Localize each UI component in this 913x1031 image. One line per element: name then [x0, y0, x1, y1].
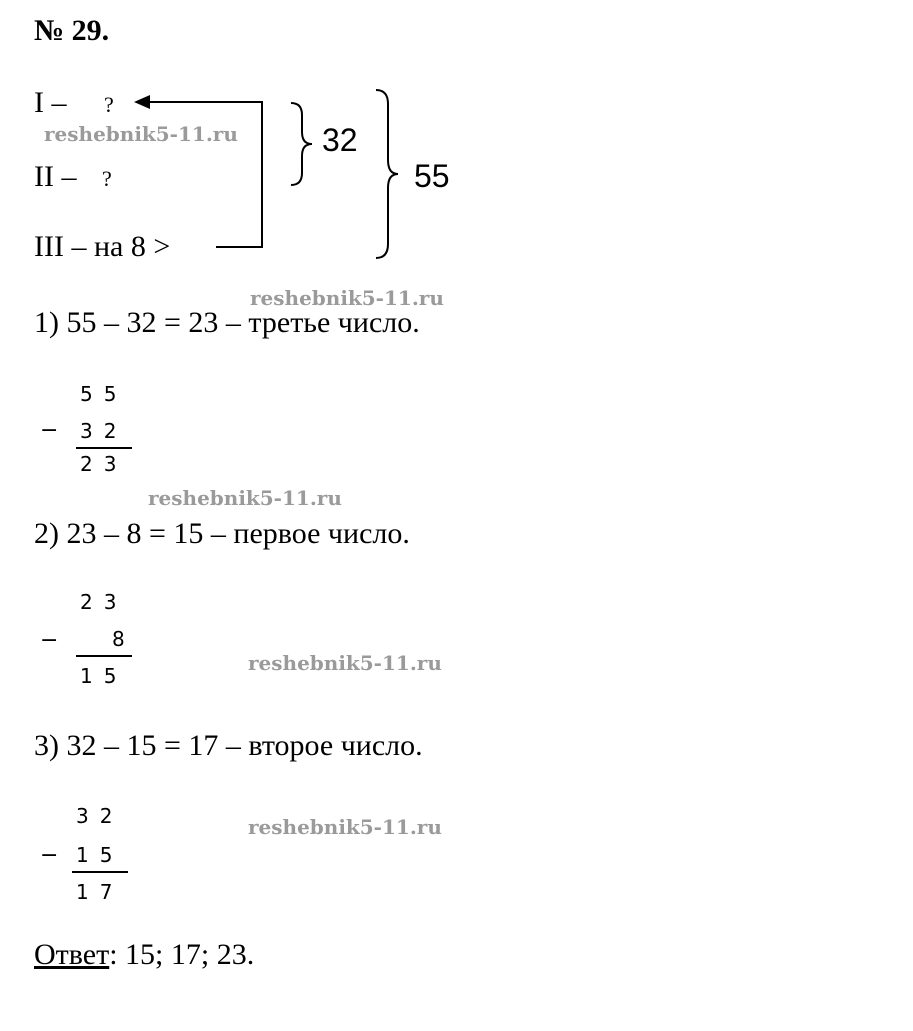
column-3-minus: −	[40, 843, 59, 868]
column-3-top: 32	[76, 804, 124, 828]
step-2-text: 2) 23 – 8 = 15 – первое число.	[34, 517, 410, 550]
column-3-result: 17	[76, 880, 124, 904]
column-1-subtrahend: 32	[80, 419, 128, 443]
column-1-top: 55	[80, 382, 128, 406]
column-1-result: 23	[80, 452, 128, 476]
column-2-result: 15	[80, 664, 128, 688]
step-1-text: 1) 55 – 32 = 23 – третье число.	[34, 306, 420, 339]
column-3-rule	[72, 871, 128, 873]
watermark: reshebnik5-11.ru	[44, 122, 238, 146]
brace-small-value: 32	[322, 122, 358, 158]
brace-small-icon	[291, 103, 312, 185]
column-1-minus: −	[40, 418, 59, 443]
answer-value: : 15; 17; 23.	[109, 938, 255, 971]
watermark: reshebnik5-11.ru	[148, 486, 342, 510]
watermark: reshebnik5-11.ru	[250, 286, 444, 310]
brace-large-value: 55	[414, 158, 450, 194]
step-3-text: 3) 32 – 15 = 17 – второе число.	[34, 729, 423, 762]
column-2-subtrahend: 8	[112, 627, 136, 651]
watermark: reshebnik5-11.ru	[248, 651, 442, 675]
row3-label: III – на 8 >	[34, 230, 171, 263]
row2-question: ?	[102, 166, 112, 191]
column-1-rule	[76, 447, 132, 449]
watermark: reshebnik5-11.ru	[248, 815, 442, 839]
column-2-rule	[76, 655, 132, 657]
row1-label: I –	[34, 86, 67, 119]
brace-large-icon	[376, 90, 398, 258]
scheme-lines	[0, 0, 913, 300]
problem-number: № 29.	[34, 14, 110, 47]
answer-label: Ответ	[34, 938, 110, 971]
row2-label: II –	[34, 160, 77, 193]
row1-question: ?	[104, 92, 114, 117]
arrow-head-icon	[134, 95, 150, 109]
column-2-top: 23	[80, 590, 128, 614]
answer	[34, 938, 254, 972]
column-2-minus: −	[40, 628, 59, 653]
column-3-subtrahend: 15	[76, 843, 124, 867]
